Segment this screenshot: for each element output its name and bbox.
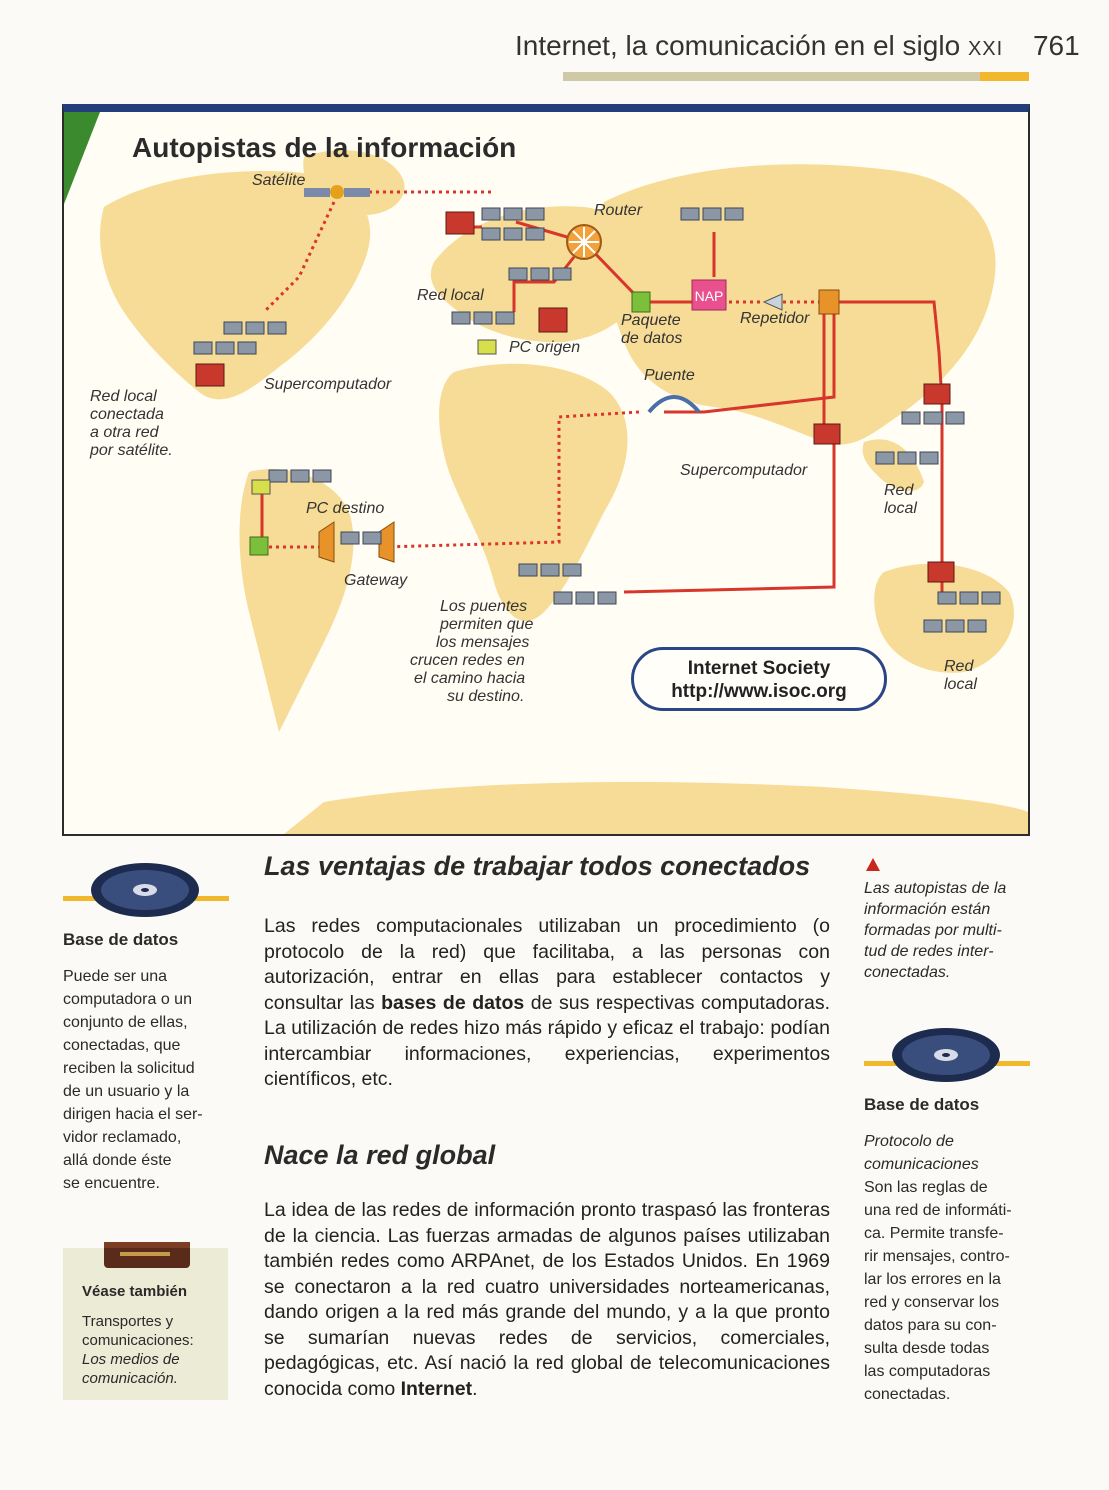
sidebar-line: computadora o un [63, 991, 192, 1008]
definition-line: Son las reglas de [864, 1179, 988, 1196]
caption-line: Las autopistas de la [864, 880, 1007, 897]
header-rule [563, 72, 1029, 81]
see-also-link[interactable]: Los medios de [82, 1351, 180, 1368]
header-title: Internet, la comunicación en el siglo [515, 30, 961, 61]
label-gateway: Gateway [344, 572, 408, 589]
label-puentes-3: los mensajes [436, 634, 530, 651]
sidebar-line: Puede ser una [63, 968, 168, 985]
definition-line: las computadoras [864, 1363, 991, 1380]
section2-heading: Nace la red global [264, 1140, 496, 1170]
sidebar-line: vidor reclamado, [63, 1129, 182, 1146]
right-sidebar-label: Base de datos [864, 1095, 980, 1114]
sidebar-line: de un usuario y la [63, 1083, 190, 1100]
sidebar-line: se encuentre. [63, 1175, 160, 1192]
definition-line: conectadas. [864, 1386, 951, 1403]
section1-heading: Las ventajas de trabajar todos conectados [264, 851, 811, 881]
label-red-local-europe: Red local [417, 287, 484, 304]
caption-line: tud de redes inter- [864, 943, 994, 960]
nap-label: NAP [694, 288, 724, 304]
label-repetidor: Repetidor [740, 310, 810, 327]
definition-line: una red de informáti- [864, 1202, 1012, 1219]
north-america-land [100, 171, 370, 399]
label-paquete-1: Paquete [621, 312, 681, 329]
caption-line: información están [864, 901, 991, 918]
label-puentes-5: el camino hacia [414, 670, 526, 687]
book-icon [100, 1234, 195, 1274]
section1-paragraph [264, 914, 830, 1093]
see-also-line: comunicaciones: [82, 1332, 194, 1349]
data-packet-icon-sa [250, 537, 268, 555]
section1-text: de sus respectivas computadoras. La utilización de redes hizo más rápido y eficaz el trabajo: podían intercambiar informaciones, experiencias, experimentos científicos, etc. [264, 991, 830, 1090]
section2-text: . [472, 1377, 478, 1400]
sidebar-line: allá donde éste [63, 1152, 172, 1169]
term-line: Protocolo de [864, 1133, 954, 1150]
definition-line: lar los errores en la [864, 1271, 1001, 1288]
header-century: XXI [967, 38, 1004, 60]
label-router: Router [594, 202, 643, 219]
label-puente: Puente [644, 367, 695, 384]
figure-title: Autopistas de la información [132, 132, 517, 163]
sidebar-line: conectadas, que [63, 1037, 181, 1054]
label-red-local-aus-1: Red [944, 658, 974, 675]
internet-society-badge [631, 647, 887, 711]
label-puentes-2: permiten que [440, 616, 534, 633]
section1-bold-term: bases de datos [381, 991, 525, 1014]
definition-line: datos para su con- [864, 1317, 997, 1334]
right-sidebar-term [864, 1130, 1044, 1176]
label-satellite: Satélite [252, 172, 306, 189]
cd-disc-icon [63, 860, 229, 920]
data-packet-icon [632, 292, 650, 312]
definition-line: sulta desde todas [864, 1340, 990, 1357]
isoc-name: Internet Society [687, 658, 831, 679]
pc-origen-icon [478, 340, 496, 354]
sidebar-line: conjunto de ellas, [63, 1014, 188, 1031]
definition-line: ca. Permite transfe- [864, 1225, 1004, 1242]
term-line: comunicaciones [864, 1156, 979, 1173]
label-puentes-1: Los puentes [440, 598, 528, 615]
label-paquete-2: de datos [621, 330, 683, 347]
router-box-asia [819, 290, 839, 314]
label-red-local-asia-2: local [884, 500, 917, 517]
label-supercomputador-asia: Supercomputador [680, 462, 808, 479]
world-map-illustration [64, 112, 1028, 834]
africa-land [439, 364, 627, 621]
label-red-sat-2: conectada [90, 406, 164, 423]
figure-caption [864, 878, 1044, 983]
definition-line: rir mensajes, contro- [864, 1248, 1010, 1265]
pc-destino-icon [252, 480, 270, 494]
label-red-sat-3: a otra red [90, 424, 159, 441]
green-corner-accent [64, 112, 100, 204]
label-red-local-asia-1: Red [884, 482, 914, 499]
label-red-sat-1: Red local [90, 388, 157, 405]
cd-disc-icon [864, 1025, 1030, 1085]
section2-text: La idea de las redes de información pronto traspasó las fronteras de la ciencia. Las fuerzas armadas de algunos países utilizaban también redes como ARPAnet, de los Estados Unidos. En 1969 se conectaron a la red cuatro universidades norteamericanas, dando origen a la red más grande del mundo, y a la que pronto se sumarían nuevas redes de servicios, comerciales, pedagógicas, etc. Así nació la red global de telecomunicaciones conocida como [264, 1199, 830, 1400]
label-pc-origen: PC origen [509, 339, 581, 356]
antarctica-land [284, 782, 1028, 834]
section1-text: Las redes computacionales utilizaban un procedimiento (o protocolo de la red) que facilitaba, a las personas con autorización, entrar en ellas para establecer contactos y consultar las [264, 915, 830, 1014]
see-also-link[interactable]: comunicación. [82, 1370, 178, 1387]
label-pc-destino: PC destino [306, 500, 385, 517]
caption-line: formadas por multi- [864, 922, 1002, 939]
caption-line: conectadas. [864, 964, 951, 981]
page-number: 761 [1032, 30, 1080, 61]
running-header [515, 30, 1080, 62]
see-also-title: Véase también [82, 1283, 188, 1300]
label-red-sat-4: por satélite. [90, 442, 173, 459]
label-puentes-6: su destino. [447, 688, 525, 705]
right-sidebar-definition [864, 1176, 1044, 1406]
network-map-figure [62, 104, 1030, 836]
router-icon [567, 225, 601, 259]
label-supercomputador-na: Supercomputador [264, 376, 392, 393]
definition-line: red y conservar los [864, 1294, 1000, 1311]
caption-triangle-icon [866, 858, 880, 871]
header-rule-accent [980, 72, 1029, 81]
sidebar-line: reciben la solicitud [63, 1060, 195, 1077]
sidebar-label-base-datos: Base de datos [63, 930, 179, 949]
sidebar-line: dirigen hacia el ser- [63, 1106, 203, 1123]
label-red-local-aus-2: local [944, 676, 977, 693]
label-puentes-4: crucen redes en [410, 652, 525, 669]
see-also-line: Transportes y [82, 1313, 174, 1330]
sidebar-definition [63, 965, 233, 1195]
section2-paragraph [264, 1198, 830, 1402]
isoc-url: http://www.isoc.org [671, 681, 847, 702]
section2-bold-term: Internet [400, 1377, 473, 1400]
link-supercomp-africa [624, 432, 834, 592]
